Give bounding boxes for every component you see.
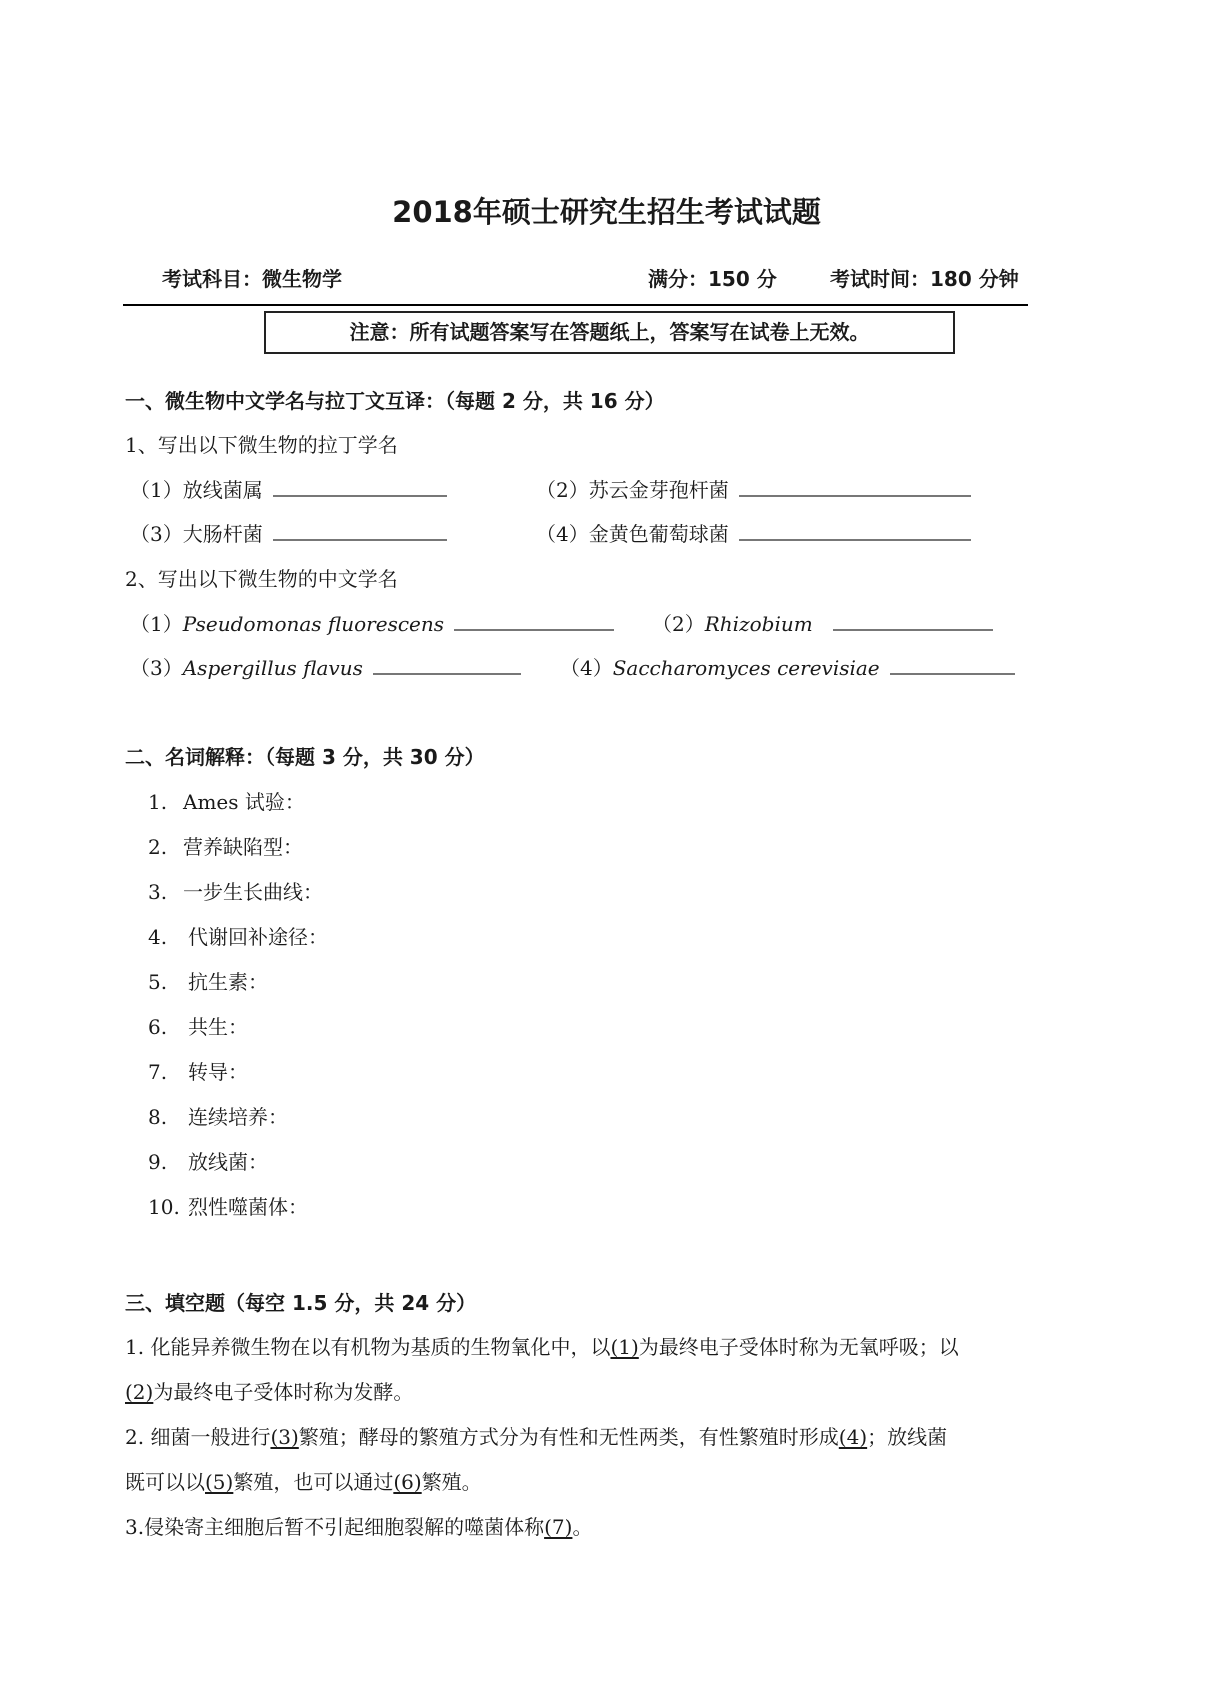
answer-blank <box>273 538 447 541</box>
term-text: 放线菌： <box>188 1150 268 1174</box>
question-text: 1. 化能异养微生物在以有机物为基质的生物氧化中，以 <box>125 1335 611 1359</box>
term-text: 共生： <box>188 1015 248 1039</box>
question-text: 。 <box>572 1515 593 1539</box>
term-text: 抗生素： <box>188 970 268 994</box>
question-text: 苏云金芽孢杆菌 <box>588 478 729 502</box>
blank-2: (2) <box>125 1380 154 1404</box>
blank-4: (4) <box>838 1425 868 1449</box>
term-number: 9. <box>148 1150 168 1174</box>
term-text: 营养缺陷型： <box>183 835 303 859</box>
term-item-3 <box>148 876 323 905</box>
answer-blank <box>273 494 447 497</box>
term-number: 4. <box>148 925 168 949</box>
latin-question-2 <box>536 474 971 503</box>
fill-question-2-line1 <box>125 1421 947 1450</box>
question-text: 既可以以 <box>125 1470 205 1494</box>
header-divider <box>123 304 1028 306</box>
question-text: 繁殖；酵母的繁殖方式分为有性和无性两类，有性繁殖时形成 <box>298 1425 839 1449</box>
term-item-6 <box>148 1011 248 1040</box>
answer-blank <box>739 538 971 541</box>
term-item-1 <box>148 786 305 815</box>
question-text: 繁殖，也可以通过 <box>233 1470 394 1494</box>
term-text: 烈性噬菌体： <box>188 1195 308 1219</box>
question-text: Saccharomyces cerevisiae <box>612 656 880 680</box>
notice-box: 注意：所有试题答案写在答题纸上，答案写在试卷上无效。 <box>264 311 955 354</box>
section2-heading: 二、名词解释：（每题 3 分，共 30 分） <box>125 745 485 769</box>
chinese-question-1 <box>130 608 614 637</box>
term-number: 3. <box>148 880 168 904</box>
answer-blank <box>454 628 614 631</box>
chinese-question-3 <box>130 652 521 681</box>
blank-6: (6) <box>393 1470 422 1494</box>
term-item-4 <box>148 921 328 950</box>
question-text: 繁殖。 <box>421 1470 482 1494</box>
answer-blank <box>373 672 521 675</box>
term-item-2 <box>148 831 303 860</box>
chinese-question-2 <box>652 608 993 637</box>
blank-7: (7) <box>544 1515 573 1539</box>
term-text: Ames 试验： <box>183 790 305 814</box>
question-number: （1） <box>130 612 183 636</box>
question-text: 金黄色葡萄球菌 <box>588 522 729 546</box>
question-text: 为最终电子受体时称为发酵。 <box>153 1380 414 1404</box>
latin-question-1 <box>130 474 447 503</box>
term-item-7 <box>148 1056 248 1085</box>
term-item-5 <box>148 966 268 995</box>
term-number: 5. <box>148 970 168 994</box>
fill-question-3 <box>125 1511 592 1540</box>
blank-1: (1) <box>610 1335 639 1359</box>
question-number: （3） <box>130 656 183 680</box>
fill-question-2-line2 <box>125 1466 482 1495</box>
term-item-10 <box>148 1191 308 1220</box>
question-number: （2） <box>536 478 589 502</box>
answer-blank <box>833 628 993 631</box>
answer-blank <box>739 494 971 497</box>
exam-title: 2018年硕士研究生招生考试试题 <box>392 195 821 229</box>
term-number: 2. <box>148 835 168 859</box>
answer-blank <box>890 672 1015 675</box>
term-number: 6. <box>148 1015 168 1039</box>
term-number: 7. <box>148 1060 168 1084</box>
full-score: 满分：150 分 <box>648 267 777 291</box>
question-text: Rhizobium <box>704 612 813 636</box>
section1-heading: 一、微生物中文学名与拉丁文互译：（每题 2 分，共 16 分） <box>125 389 665 413</box>
term-number: 1. <box>148 790 168 814</box>
term-text: 代谢回补途径： <box>188 925 328 949</box>
question-text: Pseudomonas fluorescens <box>182 612 445 636</box>
question-number: （4） <box>536 522 589 546</box>
term-number: 8. <box>148 1105 168 1129</box>
blank-5: (5) <box>205 1470 234 1494</box>
section3-heading: 三、填空题（每空 1.5 分，共 24 分） <box>125 1291 477 1315</box>
question-number: （3） <box>130 522 183 546</box>
question-number: （2） <box>652 612 705 636</box>
term-text: 转导： <box>188 1060 248 1084</box>
fill-question-1-line2 <box>125 1376 413 1405</box>
latin-question-4 <box>536 518 971 547</box>
exam-subject: 考试科目：微生物学 <box>162 267 342 291</box>
question-text: 大肠杆菌 <box>182 522 263 546</box>
fill-question-1-line1 <box>125 1331 959 1360</box>
term-text: 一步生长曲线： <box>183 880 323 904</box>
section1-part1-label: 1、写出以下微生物的拉丁学名 <box>125 433 398 457</box>
blank-3: (3) <box>270 1425 299 1449</box>
question-text: 放线菌属 <box>182 478 263 502</box>
exam-time: 考试时间：180 分钟 <box>830 267 1019 291</box>
question-text: 2. 细菌一般进行 <box>125 1425 271 1449</box>
question-number: （4） <box>560 656 613 680</box>
section1-part2-label: 2、写出以下微生物的中文学名 <box>125 567 398 591</box>
latin-question-3 <box>130 518 447 547</box>
term-text: 连续培养： <box>188 1105 288 1129</box>
question-number: （1） <box>130 478 183 502</box>
term-item-8 <box>148 1101 288 1130</box>
question-text: 为最终电子受体时称为无氧呼吸；以 <box>638 1335 959 1359</box>
question-text: ；放线菌 <box>867 1425 948 1449</box>
question-text: 3.侵染寄主细胞后暂不引起细胞裂解的噬菌体称 <box>125 1515 545 1539</box>
term-item-9 <box>148 1146 268 1175</box>
question-text: Aspergillus flavus <box>182 656 363 680</box>
chinese-question-4 <box>560 652 1015 681</box>
term-number: 10. <box>148 1195 180 1219</box>
